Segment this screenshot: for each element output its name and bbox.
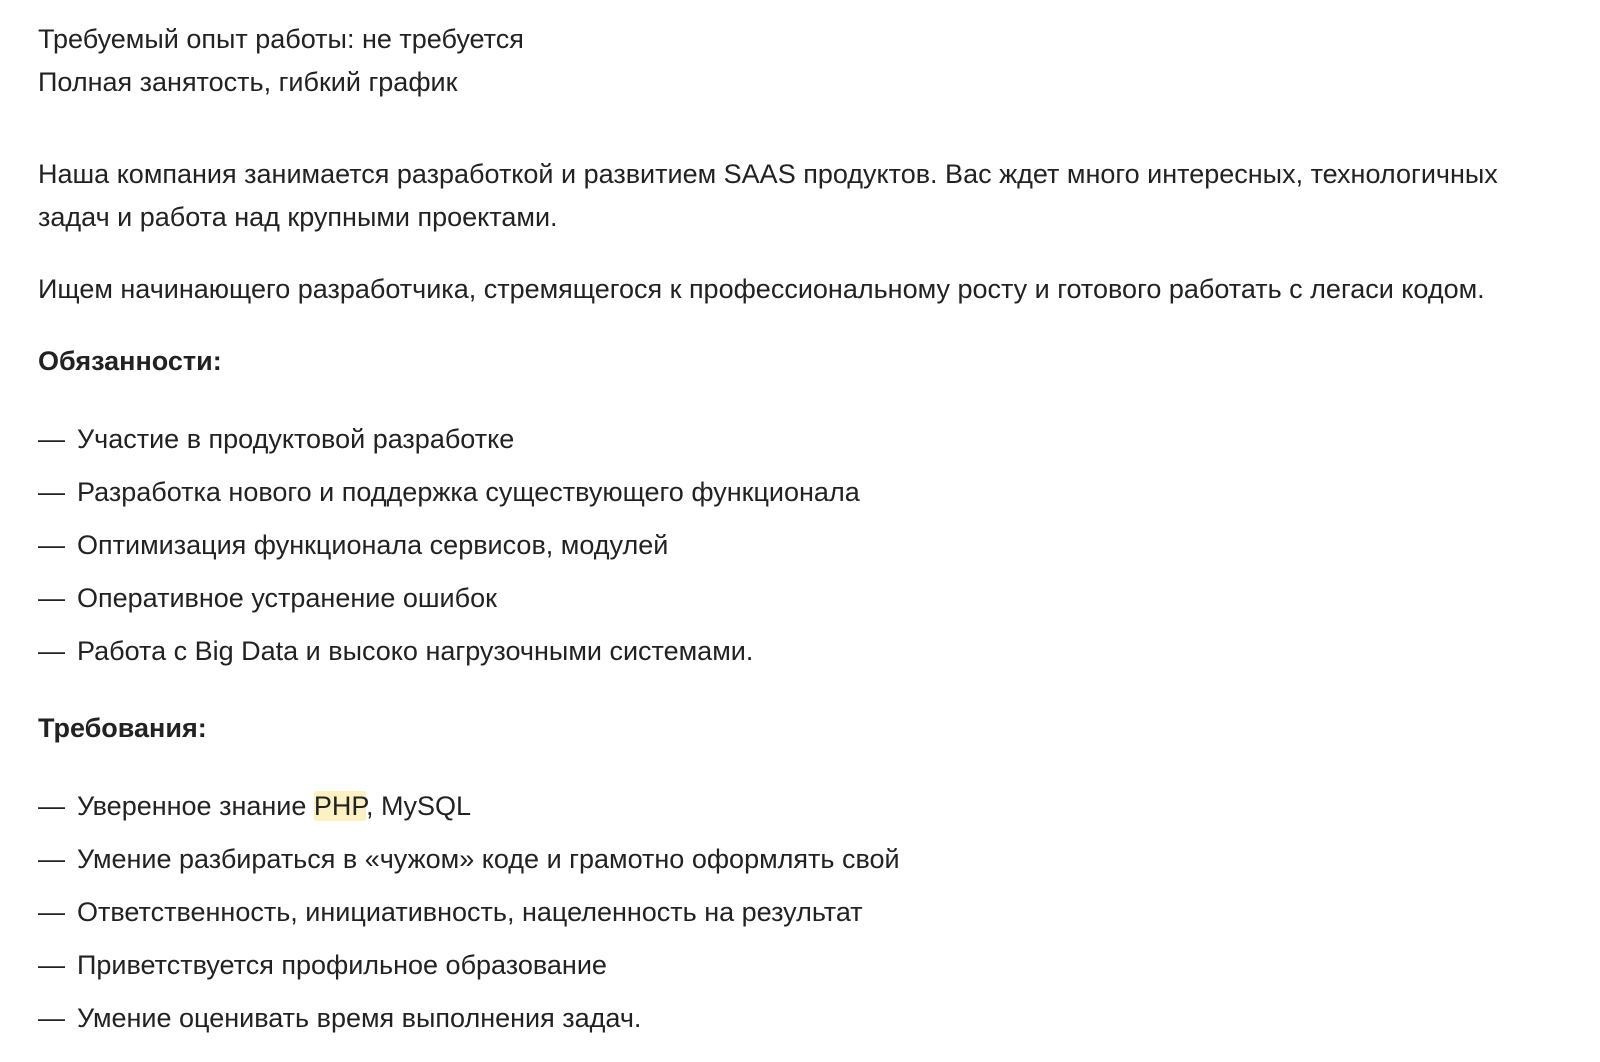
dash-bullet: — [38, 950, 65, 980]
employment-type: Полная занятость, гибкий график [38, 67, 458, 97]
spacer [38, 311, 1576, 340]
list-item-text: Оперативное устранение ошибок [77, 583, 497, 613]
seeking-paragraph: Ищем начинающего разработчика, стремящегося к профессиональному росту и готового работать с легаси кодом. [38, 274, 1485, 304]
search-highlight: PHP [313, 791, 366, 821]
spacer [38, 239, 1576, 268]
list-item [38, 833, 1576, 886]
list-item [38, 519, 1576, 572]
duties-list [38, 413, 1576, 678]
spacer [38, 104, 1576, 153]
list-item-text: Участие в продуктовой разработке [77, 424, 515, 454]
list-item [38, 413, 1576, 466]
list-item [38, 992, 1576, 1045]
list-item-text: Умение оценивать время выполнения задач. [77, 1003, 642, 1033]
dash-bullet: — [38, 530, 65, 560]
list-item-text: Ответственность, инициативность, нацеленность на результат [77, 897, 863, 927]
dash-bullet: — [38, 477, 65, 507]
dash-bullet: — [38, 897, 65, 927]
list-item [38, 886, 1576, 939]
list-item [38, 939, 1576, 992]
duties-heading: Обязанности: [38, 346, 222, 376]
spacer [38, 750, 1576, 780]
list-item-text: Работа с Big Data и высоко нагрузочными системами. [77, 636, 754, 666]
list-item [38, 572, 1576, 625]
experience-requirement: Требуемый опыт работы: не требуется [38, 24, 524, 54]
list-item [38, 780, 1576, 833]
spacer [38, 678, 1576, 707]
list-item-text: Оптимизация функционала сервисов, модулей [77, 530, 669, 560]
list-item-text: Приветствуется профильное образование [77, 950, 607, 980]
dash-bullet: — [38, 424, 65, 454]
requirements-list [38, 780, 1576, 1045]
list-item-text-suffix: , MySQL [365, 791, 471, 821]
requirements-heading: Требования: [38, 713, 207, 743]
dash-bullet: — [38, 791, 65, 821]
list-item-text-prefix: Уверенное знание [77, 791, 314, 821]
dash-bullet: — [38, 636, 65, 666]
spacer [38, 383, 1576, 413]
dash-bullet: — [38, 844, 65, 874]
dash-bullet: — [38, 1003, 65, 1033]
list-item [38, 625, 1576, 678]
list-item-text: Разработка нового и поддержка существующего функционала [77, 477, 860, 507]
dash-bullet: — [38, 583, 65, 613]
company-intro-paragraph: Наша компания занимается разработкой и развитием SAAS продуктов. Вас ждет много интересных, технологичных задач и работа над крупными проектами. [38, 159, 1498, 232]
list-item [38, 466, 1576, 519]
list-item-text: Умение разбираться в «чужом» коде и грамотно оформлять свой [77, 844, 900, 874]
